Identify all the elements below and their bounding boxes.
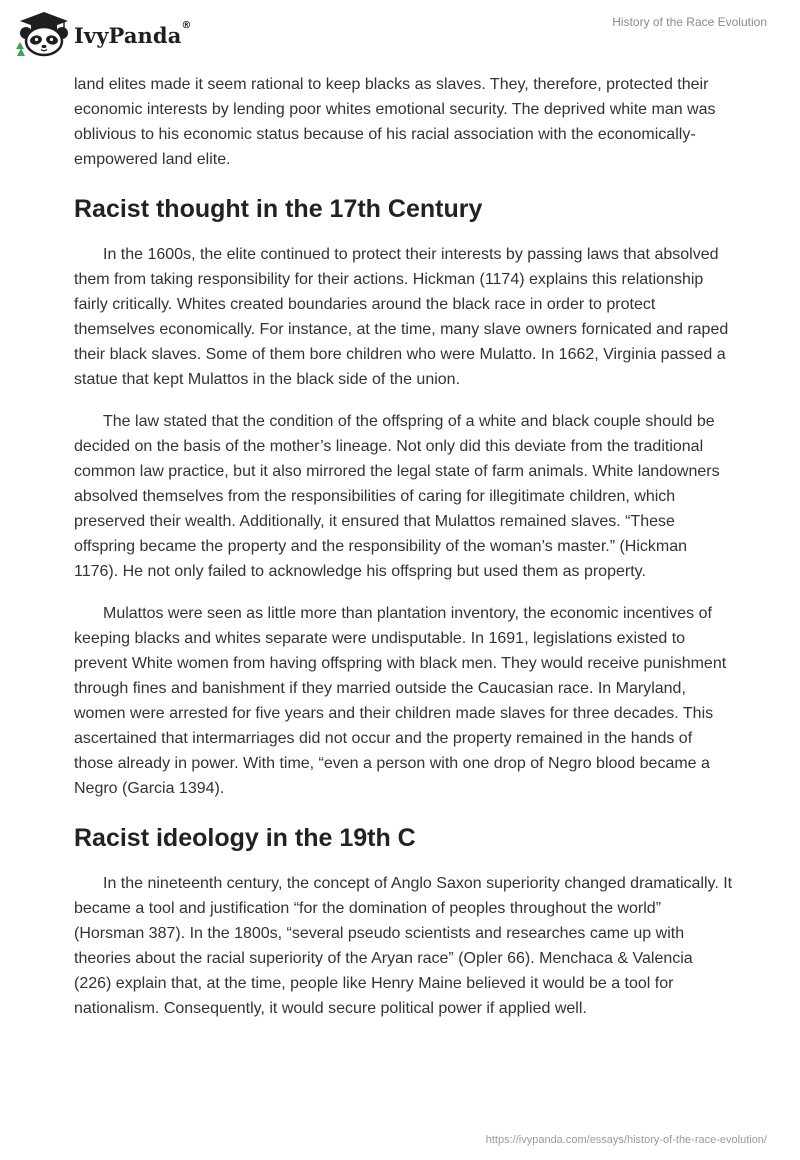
paragraph: Mulattos were seen as little more than plantation inventory, the economic incentives of keeping blacks and whites separate were undisputable. In 1691, legislations existed to prevent White women from having offspring with black men. They would receive punishment through fines and banishment if they married outside the Caucasian race. In Maryland, women were arrested for five years and their children made slaves for three decades. This ascertained that intermarriages did not occur and the property remained in the hands of those already in power. With time, “even a person with one drop of Negro blood became a Negro (Garcia 1394).	[74, 605, 727, 797]
panda-graduation-cap-icon	[14, 9, 70, 57]
logo[interactable]	[14, 8, 192, 58]
paragraph: The law stated that the condition of the offspring of a white and black couple should be decided on the basis of the mother’s lineage. Not only did this deviate from the traditional common law practice, but it also mirrored the legal state of farm animals. White landowners absolved themselves from the responsibilities of caring for illegitimate children, which preserved their wealth. Additionally, it ensured that Mulattos remained slaves. “These offspring became the property and the responsibility of the woman’s master.” (Hickman 1176). He not only failed to acknowledge his offspring but used them as property.	[74, 413, 720, 580]
paragraph: In the 1600s, the elite continued to protect their interests by passing laws that absolved them from taking responsibility for their actions. Hickman (1174) explains this relationship fairly critically. Whites created boundaries around the black race in order to protect themselves economically. For instance, at the time, many slave owners fornicated and raped their black slaves. Some of them bore children who were Mulatto. In 1662, Virginia passed a statue that kept Mulattos in the black side of the union.	[74, 246, 729, 388]
brand-name: IvyPanda®	[74, 19, 192, 48]
registered-mark: ®	[181, 19, 192, 31]
document-title: History of the Race Evolution	[612, 15, 767, 29]
paragraph-intro: land elites made it seem rational to keep blacks as slaves. They, therefore, protected their economic interests by lending poor whites emotional security. The deprived white man was oblivious to his economic status because of his racial association with the economically-empowered land elite.	[74, 76, 716, 168]
source-url[interactable]: https://ivypanda.com/essays/history-of-the-race-evolution/	[485, 1134, 767, 1146]
section-heading-17th-century: Racist thought in the 17th Century	[74, 195, 483, 223]
page-header	[0, 0, 800, 70]
essay-body	[74, 72, 734, 1038]
section-heading-19th-century: Racist ideology in the 19th C	[74, 824, 416, 852]
paragraph: In the nineteenth century, the concept of Anglo Saxon superiority changed dramatically. It became a tool and justification “for the domination of peoples throughout the world” (Horsman 387). In the 1800s, “several pseudo scientists and researches came up with theories about the racial superiority of the Aryan race” (Opler 66). Menchaca & Valencia (226) explain that, at the time, people like Henry Maine believed it would be a tool for nationalism. Consequently, it would secure political power if applied well.	[74, 875, 733, 1017]
